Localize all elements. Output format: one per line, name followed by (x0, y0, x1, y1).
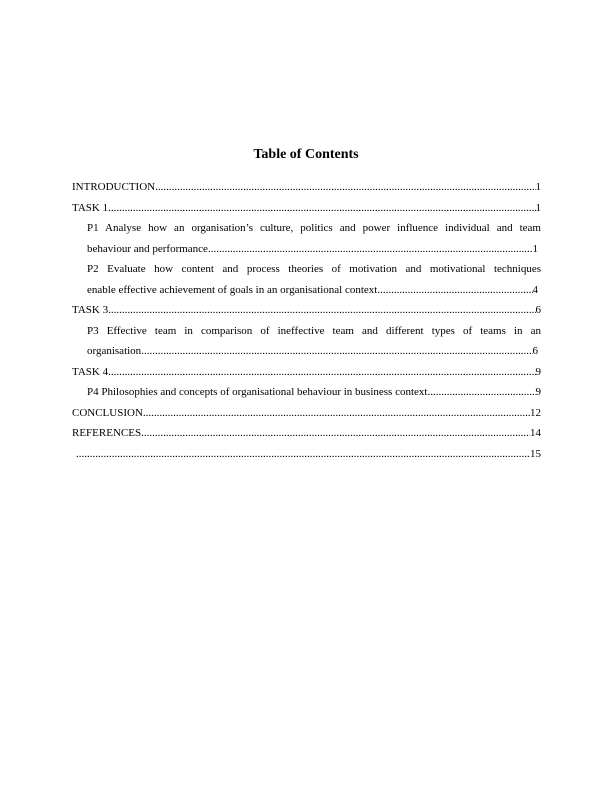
toc-entry-task-1[interactable] (72, 198, 541, 219)
dot-leader (155, 177, 535, 198)
toc-entry-task-3[interactable] (72, 300, 541, 321)
toc-entry-page: 15 (530, 447, 541, 460)
toc-entry-untitled[interactable] (72, 444, 541, 465)
toc-entry-label-line2: behaviour and performance (87, 242, 208, 255)
dot-leader (108, 198, 535, 219)
toc-title: Table of Contents (253, 147, 359, 162)
toc-entry-conclusion[interactable] (72, 403, 541, 424)
table-of-contents (72, 177, 541, 464)
toc-entry-label-line2: enable effective achievement of goals in an organisational context. (87, 283, 381, 296)
toc-entry-page: 1 (535, 201, 541, 214)
toc-entry-label-line1: P1 Analyse how an organisation’s culture, politics and power influence individual and team (87, 222, 541, 234)
dot-leader (427, 382, 535, 403)
toc-entry-page: 14 (530, 427, 541, 439)
toc-entry-page: 6 (535, 304, 541, 316)
dot-leader (108, 300, 535, 321)
toc-entry-page: 6 (532, 345, 538, 357)
toc-entry-label: TASK 4 (72, 365, 109, 378)
dot-leader (143, 403, 530, 424)
toc-entry-p1[interactable] (72, 218, 541, 259)
dot-leader (108, 362, 535, 383)
toc-entry-task-4[interactable] (72, 362, 541, 383)
toc-entry-references[interactable] (72, 423, 541, 444)
toc-entry-label: REFERENCES (72, 427, 142, 439)
toc-entry-page: 1 (532, 242, 538, 255)
toc-entry-label: CONCLUSION (72, 406, 143, 419)
dot-leader (380, 280, 532, 301)
toc-entry-label-line2: organisation (87, 345, 142, 357)
toc-entry-label: TASK 3 (72, 304, 109, 316)
toc-entry-page: 12 (530, 406, 541, 419)
toc-entry-page: 9 (535, 365, 541, 378)
toc-entry-introduction[interactable] (72, 177, 541, 198)
dot-leader (141, 423, 530, 444)
dot-leader (208, 239, 533, 260)
toc-entry-page: 4 (532, 283, 538, 296)
toc-entry-page: 1 (535, 181, 541, 193)
toc-entry-p2[interactable] (72, 259, 541, 300)
toc-entry-label: TASK 1 (72, 201, 109, 214)
toc-entry-label: INTRODUCTION (72, 181, 156, 193)
toc-entry-p4[interactable] (72, 382, 541, 403)
toc-entry-label: P4 Philosophies and concepts of organisational behaviour in business context (87, 386, 428, 398)
toc-entry-page: 9 (535, 386, 541, 398)
toc-entry-label-line1: P2 Evaluate how content and process theories of motivation and motivational techniques (87, 263, 541, 275)
toc-entry-label-line1: P3 Effective team in comparison of ineffective team and different types of teams in an (87, 324, 541, 337)
dot-leader (141, 341, 532, 362)
dot-leader (76, 444, 530, 465)
toc-entry-p3[interactable] (72, 321, 541, 362)
